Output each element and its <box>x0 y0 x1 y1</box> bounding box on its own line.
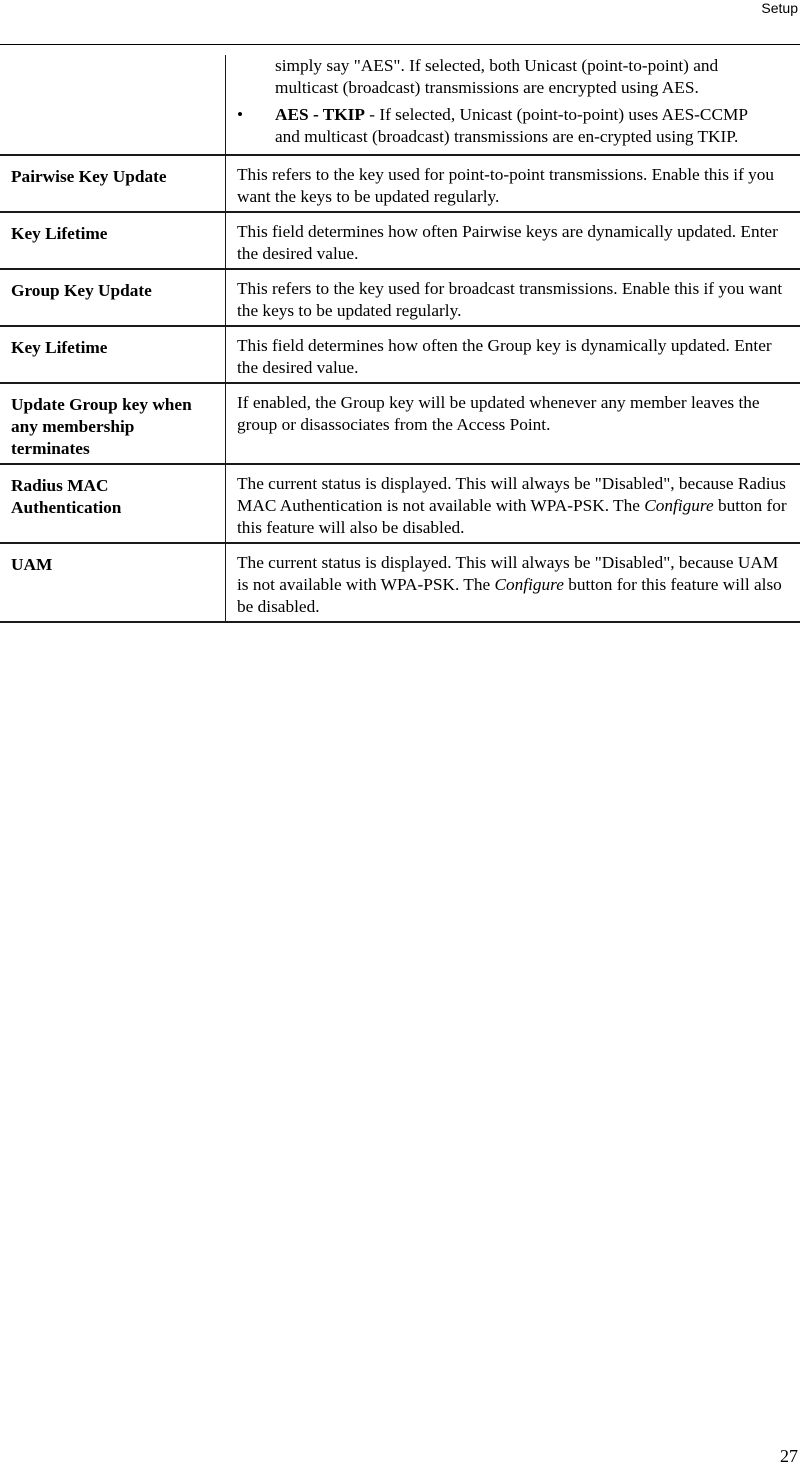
table-row-radius-mac-authentication <box>0 464 800 543</box>
bullet-item-aes-tkip <box>237 104 792 148</box>
configure-emphasis: Configure <box>644 496 714 515</box>
description-text: The current status is displayed. This will always be "Disabled", because Radius MAC Authentication is not available with WPA-PSK. The <box>237 474 786 515</box>
table-row-uam <box>0 543 800 622</box>
table-row-update-group-key <box>0 383 800 464</box>
description-cell: This refers to the key used for broadcast transmissions. Enable this if you want the keys to be updated regularly. <box>226 269 800 326</box>
bullet-icon: • <box>237 105 244 124</box>
term-cell: UAM <box>0 543 226 622</box>
page-number: 27 <box>780 1446 798 1466</box>
term-cell: Radius MAC Authentication <box>0 464 226 543</box>
description-cell: This refers to the key used for point-to-point transmissions. Enable this if you want the keys to be updated regularly. <box>226 155 800 212</box>
table-row-continued <box>0 55 800 155</box>
table-row-group-key-lifetime <box>0 326 800 383</box>
table-row-pairwise-key-lifetime <box>0 212 800 269</box>
running-header: Setup <box>761 0 798 16</box>
description-cell <box>226 464 800 543</box>
configure-emphasis: Configure <box>494 575 564 594</box>
description-text: button for this feature will also be disabled. <box>237 496 787 537</box>
description-cell: This field determines how often the Group key is dynamically updated. Enter the desired value. <box>226 326 800 383</box>
description-cell <box>226 543 800 622</box>
header-rule <box>0 44 800 45</box>
term-cell: Key Lifetime <box>0 326 226 383</box>
term-cell-empty <box>0 55 226 155</box>
bullet-term: AES - TKIP <box>275 105 365 124</box>
description-cell <box>226 55 800 155</box>
description-text: button for this feature will also be disabled. <box>237 575 782 616</box>
term-cell: Key Lifetime <box>0 212 226 269</box>
description-cell: If enabled, the Group key will be updated whenever any member leaves the group or disassociates from the Access Point. <box>226 383 800 464</box>
description-cell: This field determines how often Pairwise keys are dynamically updated. Enter the desired value. <box>226 212 800 269</box>
description-text: The current status is displayed. This will always be "Disabled", because UAM is not available with WPA-PSK. The <box>237 553 779 594</box>
bullet-text: - If selected, Unicast (point-to-point) uses AES-CCMP and multicast (broadcast) transmissions are en-crypted using TKIP. <box>275 105 748 146</box>
term-cell: Group Key Update <box>0 269 226 326</box>
term-cell: Update Group key when any membership terminates <box>0 383 226 464</box>
table-row-pairwise-key-update <box>0 155 800 212</box>
continued-text: simply say "AES". If selected, both Unicast (point-to-point) and multicast (broadcast) transmissions are encrypted using AES. <box>275 56 719 97</box>
table-row-group-key-update <box>0 269 800 326</box>
definition-table <box>0 55 800 623</box>
term-cell: Pairwise Key Update <box>0 155 226 212</box>
